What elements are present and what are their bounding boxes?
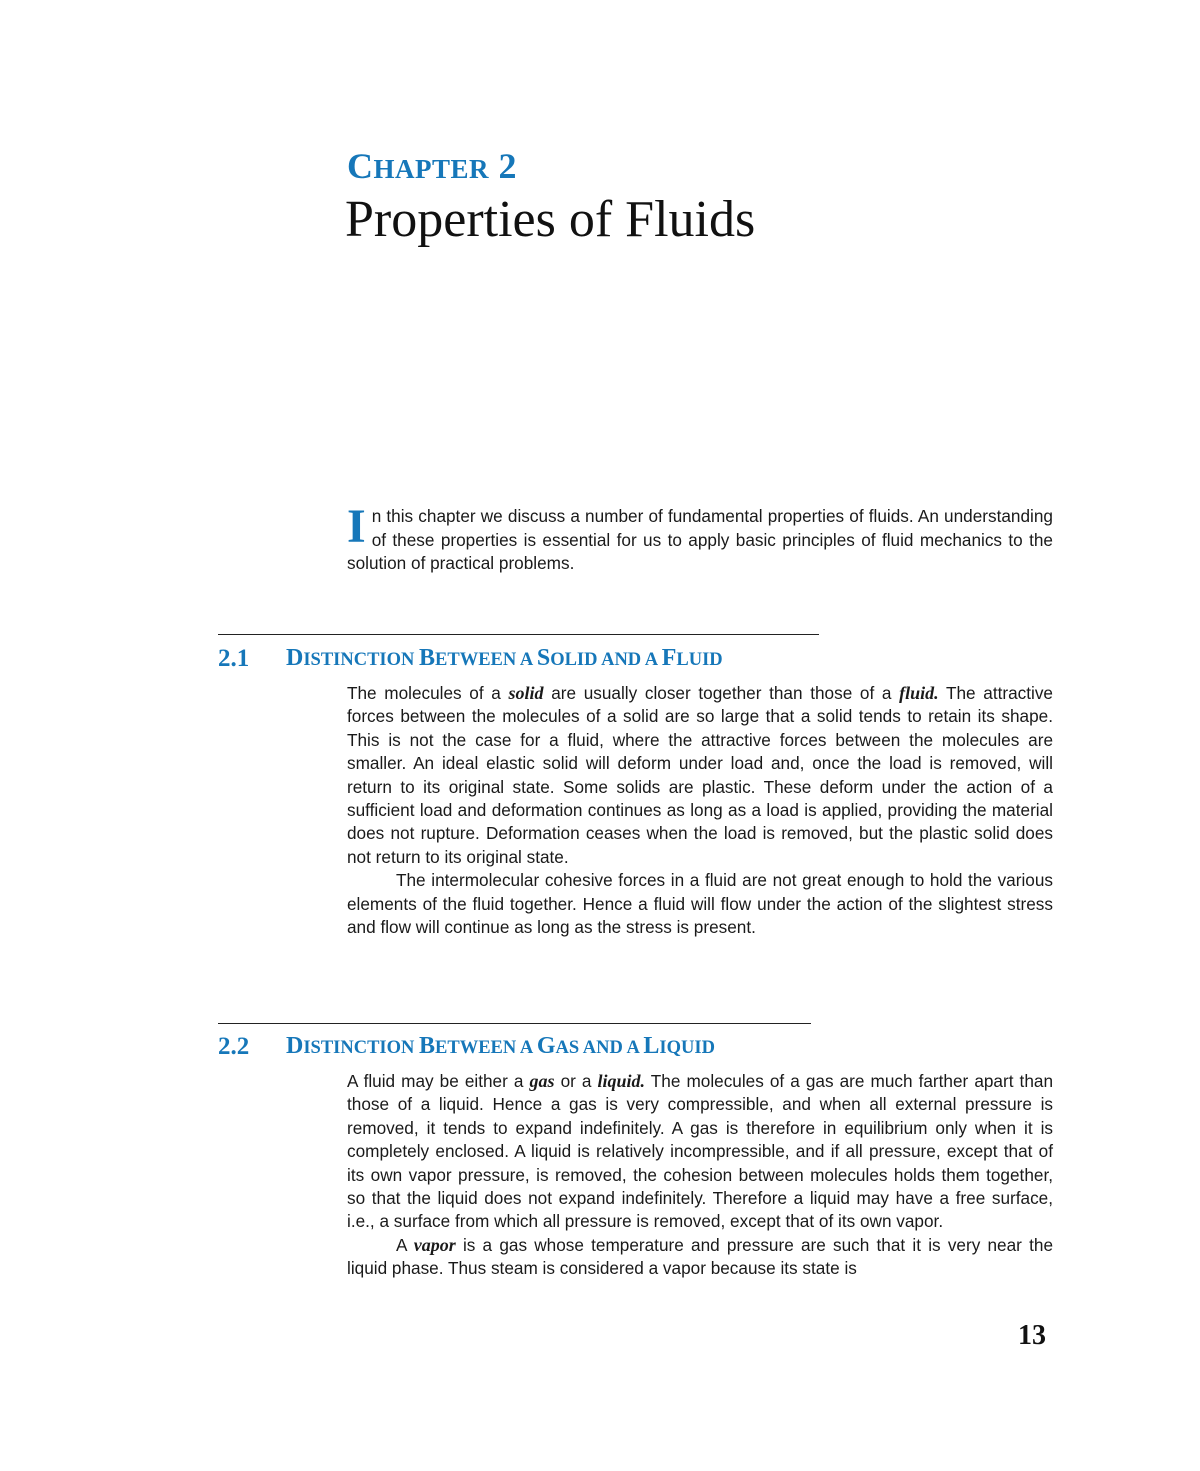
section-1-paragraph-1: The molecules of a solid are usually closer together than those of a fluid. The attractive forces between the molecules of a solid are so large that a solid tends to retain its shape. This is not the case for a fluid, where the attractive forces between the molecules are smaller. An ideal elastic solid will deform under load and, once the load is removed, will return to its original state. Some solids are plastic. These deform under the action of a sufficient load and deformation continues as long as a load is applied, providing the material does not rupture. Deformation ceases when the load is removed, but the plastic solid does not return to its original state.: [347, 683, 1053, 867]
section-1-number: 2.1: [218, 645, 250, 672]
heading-cap: D: [286, 1033, 304, 1059]
term-fluid: fluid.: [899, 683, 939, 703]
chapter-label-cap: C: [347, 146, 374, 186]
section-1-heading: [286, 646, 723, 670]
heading-rest: AS AND A: [555, 1038, 644, 1058]
heading-rest: OLID AND A: [550, 650, 662, 670]
heading-cap: G: [536, 1033, 556, 1059]
term-solid: solid: [508, 683, 544, 703]
section-2-paragraph-1: A fluid may be either a gas or a liquid. The molecules of a gas are much farther apart than those of a liquid. Hence a gas is very compressible, and when all external pressure is removed, it tends to expand indefinitely. A gas is therefore in equilibrium only when it is completely enclosed. A liquid is relatively incompressible, and if all pressure, except that of its own vapor pressure, is removed, the cohesion between molecules holds them together, so that the liquid does not expand indefinitely. Therefore a liquid may have a free surface, i.e., a surface from which all pressure is removed, except that of its own vapor.: [347, 1071, 1053, 1232]
heading-cap: F: [661, 645, 677, 671]
section-2-rule: [218, 1023, 811, 1024]
drop-cap: I: [347, 500, 366, 553]
page-number: 13: [1018, 1320, 1046, 1351]
term-gas: gas: [529, 1071, 555, 1091]
chapter-label: [347, 148, 517, 184]
section-2-number: 2.2: [218, 1033, 250, 1060]
heading-cap: B: [419, 645, 436, 671]
chapter-number: 2: [498, 146, 518, 186]
chapter-intro: [347, 500, 1053, 576]
heading-rest: ETWEEN A: [435, 650, 537, 670]
heading-cap: B: [419, 1033, 436, 1059]
chapter-label-rest: HAPTER: [373, 154, 490, 184]
heading-rest: ETWEEN A: [435, 1038, 537, 1058]
section-1-body: [347, 682, 1053, 939]
section-2-paragraph-2: A vapor is a gas whose temperature and pressure are such that it is very near the liquid phase. Thus steam is considered a vapor because its state is: [347, 1234, 1054, 1279]
section-1-paragraph-2: The intermolecular cohesive forces in a fluid are not great enough to hold the various elements of the fluid together. Hence a fluid will flow under the action of the slightest stress and flow will continue as long as the stress is present.: [347, 870, 1053, 938]
term-liquid: liquid.: [597, 1071, 646, 1091]
heading-cap: S: [536, 645, 551, 671]
heading-rest: IQUID: [659, 1038, 715, 1058]
section-2-heading: [286, 1034, 715, 1058]
heading-rest: LUID: [676, 650, 723, 670]
heading-rest: ISTINCTION: [303, 1038, 420, 1058]
heading-cap: L: [643, 1033, 660, 1059]
section-1-rule: [218, 634, 819, 635]
chapter-title: Properties of Fluids: [345, 191, 756, 248]
term-vapor: vapor: [413, 1234, 456, 1255]
section-2-body: [347, 1070, 1053, 1281]
heading-rest: ISTINCTION: [303, 650, 420, 670]
intro-text: n this chapter we discuss a number of fundamental properties of fluids. An understanding of these properties is essential for us to apply basic principles of fluid mechanics to the solution of practical problems.: [347, 506, 1053, 573]
heading-cap: D: [286, 645, 304, 671]
